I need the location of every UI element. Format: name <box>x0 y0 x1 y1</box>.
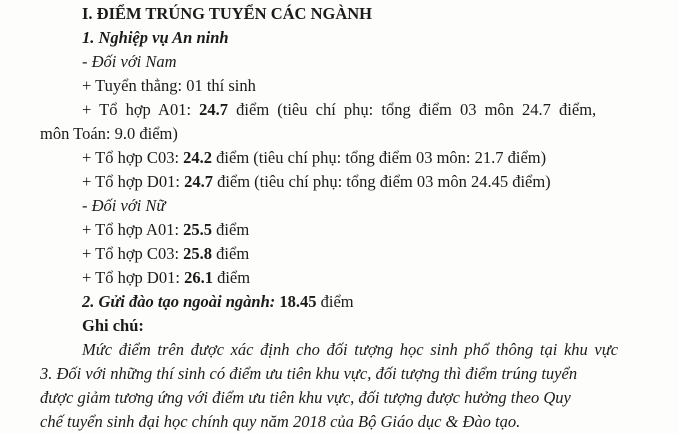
list-item-c03-nam <box>40 146 678 170</box>
text-segment: 25.5 <box>183 220 213 239</box>
text-segment: - Đối với Nữ <box>82 196 166 215</box>
note-line-1 <box>40 338 678 362</box>
text-segment: 24.7 <box>199 100 229 119</box>
text-segment: môn Toán: 9.0 điểm) <box>40 124 178 143</box>
section-heading-2 <box>40 290 678 314</box>
text-segment: - Đối với Nam <box>82 52 177 71</box>
text-segment: điểm <box>316 292 354 311</box>
text-segment: + Tổ hợp D01: <box>82 172 185 191</box>
text-segment: + Tổ hợp C03: <box>82 244 184 263</box>
text-segment: + Tuyển thẳng: 01 thí sinh <box>82 76 256 95</box>
list-item-a01-nu <box>40 218 678 242</box>
text-segment: điểm <box>212 268 251 287</box>
text-segment: I. ĐIỂM TRÚNG TUYỂN CÁC NGÀNH <box>82 4 372 23</box>
note-line-4 <box>40 410 678 434</box>
list-item-a01-nam-continuation <box>40 122 678 146</box>
text-segment: Mức điểm trên được xác định cho đối tượng học sinh phổ thông tại khu vực <box>82 340 619 359</box>
text-segment: điểm <box>212 244 250 263</box>
subsection-label-nu <box>40 194 678 218</box>
text-segment: + Tổ hợp D01: <box>82 268 185 287</box>
subsection-label-nam <box>40 50 678 74</box>
section-heading-1 <box>40 26 678 50</box>
text-segment: 18.45 <box>279 292 317 311</box>
text-segment: 1. Nghiệp vụ An ninh <box>82 28 229 47</box>
note-line-2 <box>40 362 678 386</box>
text-segment: điểm (tiêu chí phụ: tổng điểm 03 môn 24.7 điểm, <box>228 100 597 119</box>
list-item-a01-nam <box>40 98 678 122</box>
text-segment: 24.2 <box>183 148 213 167</box>
text-segment: điểm <box>212 220 250 239</box>
text-segment: điểm (tiêu chí phụ: tổng điểm 03 môn: 21.7 điểm) <box>212 148 547 167</box>
text-segment: 24.7 <box>184 172 213 191</box>
list-item-c03-nu <box>40 242 678 266</box>
text-segment: điểm (tiêu chí phụ: tổng điểm 03 môn 24.45 điểm) <box>212 172 551 191</box>
note-heading <box>40 314 678 338</box>
text-segment: + Tổ hợp A01: <box>82 220 184 239</box>
text-segment: 3. Đối với những thí sinh có điểm ưu tiên khu vực, đối tượng thì điểm trúng tuyển <box>40 364 578 383</box>
document-body <box>40 2 678 434</box>
list-item-tuyen-thang <box>40 74 678 98</box>
text-segment: được giảm tương ứng với điểm ưu tiên khu vực, đối tượng được hưởng theo Quy <box>40 388 571 407</box>
text-segment: + Tổ hợp A01: <box>82 100 200 119</box>
list-item-d01-nam <box>40 170 678 194</box>
document-title <box>40 2 678 26</box>
text-segment: 2. Gửi đào tạo ngoài ngành: <box>82 292 280 311</box>
note-line-3 <box>40 386 678 410</box>
list-item-d01-nu <box>40 266 678 290</box>
text-segment: 26.1 <box>184 268 213 287</box>
text-segment: + Tổ hợp C03: <box>82 148 184 167</box>
text-segment: Ghi chú: <box>82 316 144 335</box>
text-segment: 25.8 <box>183 244 213 263</box>
text-segment: chế tuyển sinh đại học chính quy năm 2018 của Bộ Giáo dục & Đào tạo. <box>40 412 521 431</box>
